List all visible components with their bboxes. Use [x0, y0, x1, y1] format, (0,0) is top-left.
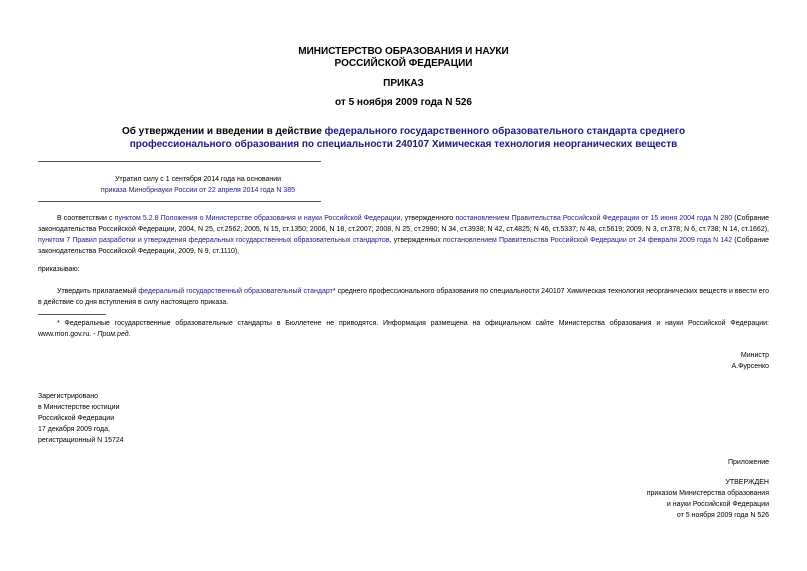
rules-paragraph7-link[interactable]: пунктом 7 Правил разработки и утверждения федеральных государственных образовательных стандартов	[38, 237, 390, 244]
approve-text-2: * среднего профессионального образования по специальности 240107 Химическая технология неорганических веществ и ввести его в действие со дня вступления в силу настоящего приказа.	[38, 288, 769, 306]
approve-text-1: Утвердить прилагаемый	[57, 288, 139, 295]
signature-position: Министр	[740, 352, 769, 359]
footnote-editor-note: Прим.ред.	[97, 331, 131, 338]
approved-by-date: от 5 ноября 2009 года N 526	[676, 512, 769, 519]
preamble-text-3: (Собрание законодательства Российской Федерации, 2004, N 25, ст.2562; 2005, N 15, ст.1350; 2006, N 18, ст.2007; 2008, N 25, ст.2990; N 34, ст.3938; N 42, ст.4825; N 46, ст.5337; N 48, ст.5619; 2009, N 3, ст.378; N 6, ст.738; N 14, ст.1662),	[38, 215, 770, 233]
approved-label: УТВЕРЖДЕН	[725, 479, 769, 486]
divider-top	[38, 161, 321, 162]
registration-line4: 17 декабря 2009 года,	[38, 426, 110, 433]
preamble-text-2: , утвержденного	[400, 215, 456, 222]
registration-line2: в Министерстве юстиции	[38, 404, 120, 411]
footnote-divider	[38, 314, 106, 315]
appendix-label: Приложение	[727, 459, 769, 466]
document-type: ПРИКАЗ	[383, 78, 424, 89]
approved-by-line2: и науки Российской Федерации	[666, 501, 769, 508]
title-prefix: Об утверждении и введении в действие	[121, 126, 325, 137]
preamble-text-4: , утвержденных	[389, 237, 443, 244]
document-title	[70, 125, 737, 151]
footnote-text: * Федеральные государственные образовательные стандарты в Бюллетене не приводятся. Информация размещена на официальном сайте Министерства образования и науки Российской Федерации: www.mon.gov.ru. -	[38, 320, 769, 338]
ministry-name-line2: РОССИЙСКОЙ ФЕДЕРАЦИИ	[334, 58, 473, 69]
preamble-text-1: В соответствии с	[57, 215, 115, 222]
registration-line3: Российской Федерации	[38, 415, 115, 422]
approved-by-line1: приказом Министерства образования	[646, 490, 769, 497]
title-standard-link[interactable]: федерального государственного образовательного стандарта среднего профессионального образования по специальности 240107 Химическая технология неорганических веществ	[129, 126, 686, 150]
footnote	[38, 318, 769, 340]
document-date: от 5 ноября 2009 года N 526	[335, 97, 472, 108]
signature-name: А.Фурсенко	[731, 363, 769, 370]
government-decree-280-link[interactable]: постановлением Правительства Российской Федерации от 15 июня 2004 года N 280	[455, 215, 733, 222]
preamble-paragraph	[38, 213, 769, 257]
government-decree-142-link[interactable]: постановлением Правительства Российской Федерации от 24 февраля 2009 года N 142	[442, 237, 733, 244]
expiry-order-link[interactable]: приказа Минобрнауки России от 22 апреля 2014 года N 385	[100, 187, 296, 194]
order-word: приказываю:	[38, 266, 80, 273]
ministry-name-line1: МИНИСТЕРСТВО ОБРАЗОВАНИЯ И НАУКИ	[298, 46, 509, 57]
divider-bottom	[38, 201, 321, 202]
approve-paragraph	[38, 286, 769, 308]
standard-link[interactable]: федеральный государственный образовательный стандарт	[138, 288, 333, 295]
registration-line1: Зарегистрировано	[38, 393, 98, 400]
registration-number: регистрационный N 15724	[38, 437, 124, 444]
expiry-link-line	[38, 185, 358, 196]
preamble-text-5: (Собрание законодательства Российской Федерации, 2009, N 9, ст.1110),	[38, 237, 770, 255]
expiry-note: Утратил силу с 1 сентября 2014 года на основании	[114, 176, 282, 183]
regulation-link[interactable]: пунктом 5.2.8 Положения о Министерстве образования и науки Российской Федерации	[114, 215, 401, 222]
